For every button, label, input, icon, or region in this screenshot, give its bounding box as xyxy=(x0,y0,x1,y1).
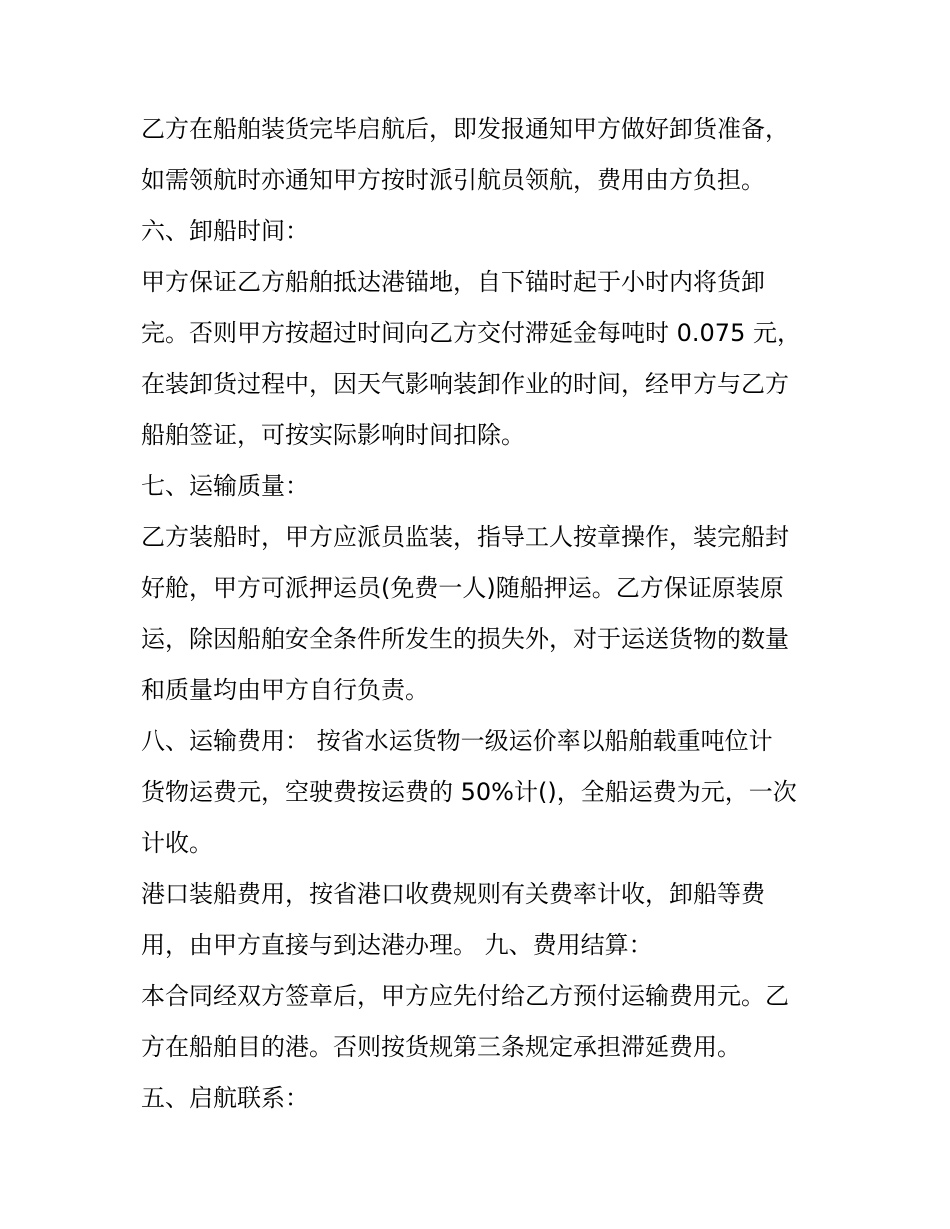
section-heading-7: 七、运输质量： xyxy=(141,472,309,500)
text-line-14: 货物运费元，空驶费按运费的 50%计()，全船运费为元，一次 xyxy=(141,778,797,806)
text-line-12: 和质量均由甲方自行负责。 xyxy=(141,676,429,704)
section-heading-8: 八、运输费用： 按省水运货物一级运价率以船舶载重吨位计 xyxy=(141,727,773,755)
text-line-5: 完。否则甲方按超过时间向乙方交付滞延金每吨时 0.075 元， xyxy=(141,319,801,347)
text-line-2: 如需领航时亦通知甲方按时派引航员领航，费用由方负担。 xyxy=(141,166,765,194)
text-line-4: 甲方保证乙方船舶抵达港锚地，自下锚时起于小时内将货卸 xyxy=(141,268,765,296)
text-line-9: 乙方装船时，甲方应派员监装，指导工人按章操作，装完船封 xyxy=(141,523,789,551)
text-line-19: 方在船舶目的港。否则按货规第三条规定承担滞延费用。 xyxy=(141,1033,741,1061)
text-line-6: 在装卸货过程中，因天气影响装卸作业的时间，经甲方与乙方 xyxy=(141,370,789,398)
text-line-17: 用，由甲方直接与到达港办理。 九、费用结算： xyxy=(141,931,653,959)
section-heading-6: 六、卸船时间： xyxy=(141,217,309,245)
text-line-11: 运，除因船舶安全条件所发生的损失外，对于运送货物的数量 xyxy=(141,625,789,653)
text-line-15: 计收。 xyxy=(141,829,213,857)
text-line-18: 本合同经双方签章后，甲方应先付给乙方预付运输费用元。乙 xyxy=(141,982,789,1010)
text-line-10: 好舱，甲方可派押运员(免费一人)随船押运。乙方保证原装原 xyxy=(141,574,784,602)
section-heading-5: 五、启航联系： xyxy=(141,1084,309,1112)
text-line-1: 乙方在船舶装货完毕启航后，即发报通知甲方做好卸货准备， xyxy=(141,115,789,143)
text-line-16: 港口装船费用，按省港口收费规则有关费率计收，卸船等费 xyxy=(141,880,765,908)
text-line-7: 船舶签证，可按实际影响时间扣除。 xyxy=(141,421,525,449)
